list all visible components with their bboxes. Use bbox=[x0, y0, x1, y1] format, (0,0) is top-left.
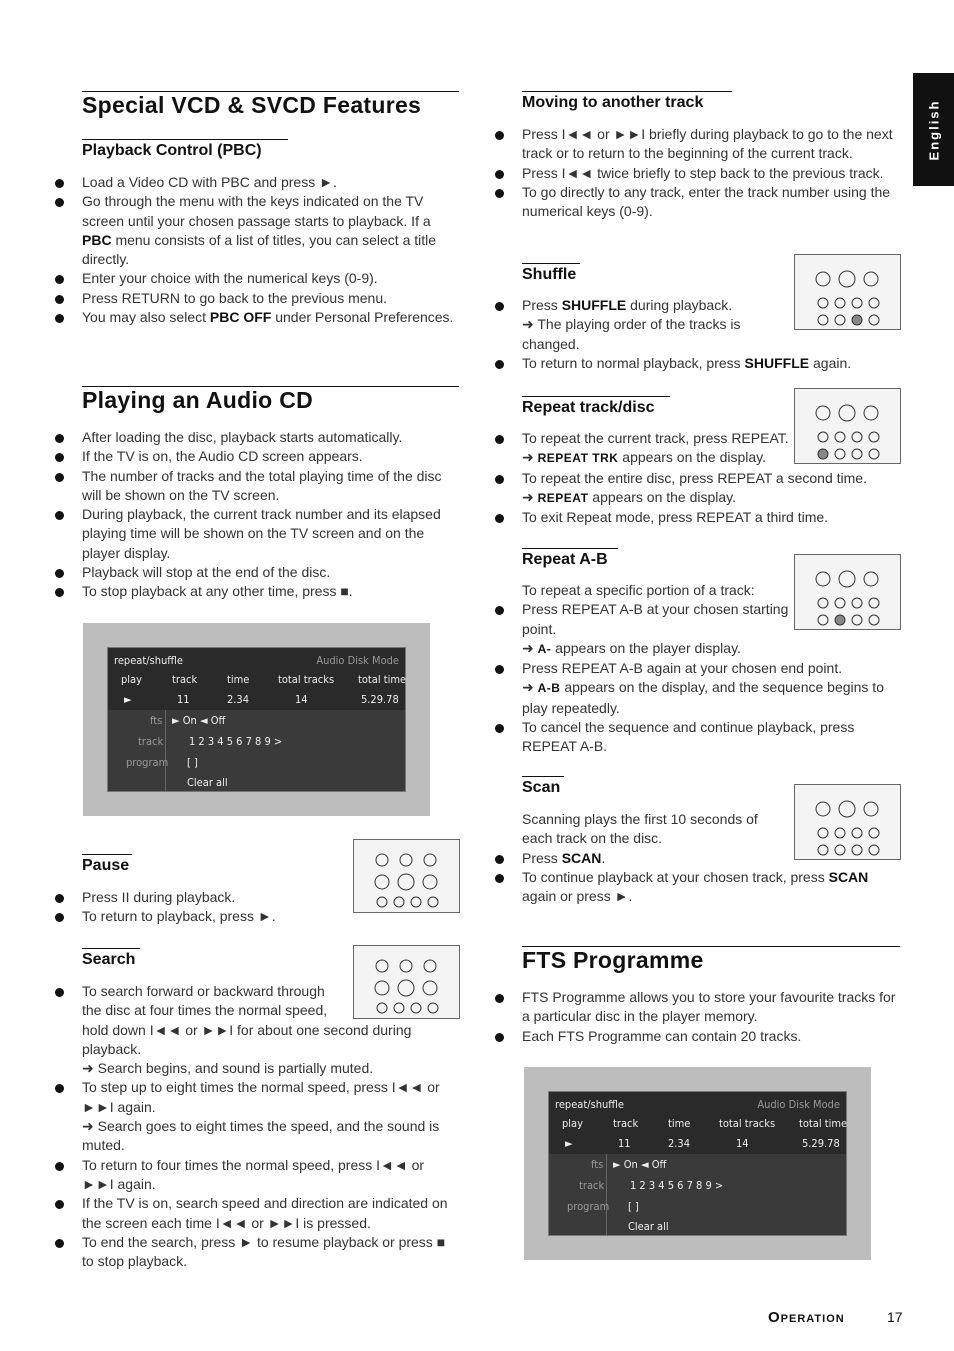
list-item: To search forward or backward through the disc at four times the normal speed, bbox=[82, 982, 337, 1021]
footer-section: Operation bbox=[768, 1309, 845, 1326]
list-item: Press REPEAT A-B again at your chosen end point. bbox=[522, 659, 897, 678]
list-item: To go directly to any track, enter the track number using the numerical keys (0-9). bbox=[522, 183, 897, 222]
list-item: ➜ Search begins, and sound is partially muted. bbox=[82, 1060, 374, 1077]
moving-list bbox=[522, 125, 897, 221]
list-item: To return to normal playback, press SHUFFLE again. bbox=[522, 354, 897, 373]
list-item: To repeat the current track, press REPEAT. bbox=[522, 429, 897, 448]
list-item: Press SCAN. bbox=[522, 849, 897, 868]
list-item: To return to playback, press ►. bbox=[82, 907, 462, 926]
list-item: Press I◄◄ or ►►I briefly during playback to go to the next track or to return to the beginning of the current track. bbox=[522, 125, 897, 164]
screen-title: repeat/shuffle bbox=[114, 654, 183, 667]
scan-list bbox=[522, 810, 897, 906]
language-tab bbox=[913, 73, 954, 186]
list-item: Enter your choice with the numerical keys (0-9). bbox=[82, 269, 462, 288]
list-item: After loading the disc, playback starts automatically. bbox=[82, 428, 462, 447]
repeat-ab-list bbox=[522, 581, 897, 757]
list-item: Go through the menu with the keys indicated on the TV screen until your chosen passage starts to playback. If a PBC menu consists of a list of titles, you can select a title directly. bbox=[82, 192, 462, 269]
pause-list bbox=[82, 888, 462, 927]
list-item: Scanning plays the first 10 seconds of each track on the disc. bbox=[522, 811, 758, 847]
list-item: If the TV is on, the Audio CD screen appears. bbox=[82, 447, 462, 466]
list-item: To end the search, press ► to resume playback or press ■ to stop playback. bbox=[82, 1233, 457, 1272]
list-item: The number of tracks and the total playing time of the disc will be shown on the TV screen. bbox=[82, 467, 462, 506]
list-item: To step up to eight times the normal speed, press I◄◄ or ►►I again. bbox=[82, 1078, 457, 1117]
list-item: To exit Repeat mode, press REPEAT a third time. bbox=[522, 508, 897, 527]
list-item: ➜ A-B appears on the display, and the sequence begins to play repeatedly. bbox=[522, 679, 884, 716]
list-item: Press II during playback. bbox=[82, 888, 462, 907]
list-item: Playback will stop at the end of the disc. bbox=[82, 563, 462, 582]
heading-moving: Moving to another track bbox=[522, 91, 732, 112]
heading-shuffle: Shuffle bbox=[522, 263, 580, 284]
list-item: You may also select PBC OFF under Personal Preferences. bbox=[82, 308, 462, 327]
list-item: FTS Programme allows you to store your favourite tracks for a particular disc in the player memory. bbox=[522, 988, 897, 1027]
heading-audio-cd: Playing an Audio CD bbox=[82, 386, 459, 414]
list-item: ➜ A- appears on the player display. bbox=[522, 639, 741, 656]
list-item: Press REPEAT A-B at your chosen starting point. bbox=[522, 600, 790, 639]
audio-disk-screen: repeat/shuffle Audio Disk Mode play track time total tracks total time ► 11 2.34 14 5.29.78 fts ► On ◄ Off track 1 2 3 4 5 6 7 8 9 > program [ ] Clear all bbox=[524, 1067, 871, 1260]
heading-repeat: Repeat track/disc bbox=[522, 396, 670, 417]
heading-special-vcd: Special VCD & SVCD Features bbox=[82, 91, 459, 119]
list-item: ➜ Search goes to eight times the speed, and the sound is muted. bbox=[82, 1118, 440, 1154]
shuffle-list bbox=[522, 296, 897, 373]
language-tab-label: English bbox=[926, 99, 941, 160]
list-item: Press RETURN to go back to the previous menu. bbox=[82, 289, 462, 308]
heading-fts: FTS Programme bbox=[522, 946, 900, 974]
list-item: ➜ REPEAT TRK appears on the display. bbox=[522, 449, 767, 466]
list-item: To continue playback at your chosen track, press SCAN again or press ►. bbox=[522, 868, 897, 907]
list-item: ➜ REPEAT appears on the display. bbox=[522, 488, 737, 505]
pbc-list bbox=[82, 173, 462, 327]
list-item: ➜ The playing order of the tracks is changed. bbox=[522, 316, 741, 352]
list-item: To repeat a specific portion of a track: bbox=[522, 582, 755, 598]
search-list bbox=[82, 982, 457, 1271]
heading-pause: Pause bbox=[82, 854, 132, 875]
audio-disk-screen: repeat/shuffle Audio Disk Mode play track time total tracks total time ► 11 2.34 14 5.29.78 fts ► On ◄ Off track 1 2 3 4 5 6 7 8 9 > program [ ] Clear all bbox=[83, 623, 430, 816]
list-item: To stop playback at any other time, press ■. bbox=[82, 582, 462, 601]
list-item: Each FTS Programme can contain 20 tracks. bbox=[522, 1027, 897, 1046]
page-number: 17 bbox=[887, 1309, 903, 1325]
heading-scan: Scan bbox=[522, 776, 564, 797]
heading-repeat-ab: Repeat A-B bbox=[522, 548, 618, 569]
list-item: To cancel the sequence and continue playback, press REPEAT A-B. bbox=[522, 718, 897, 757]
list-item: If the TV is on, search speed and direction are indicated on the screen each time I◄◄ or ►►I is pressed. bbox=[82, 1194, 457, 1233]
heading-pbc: Playback Control (PBC) bbox=[82, 139, 288, 160]
screen-mode: Audio Disk Mode bbox=[316, 654, 399, 667]
list-item: During playback, the current track number and its elapsed playing time will be shown on the TV screen and on the player display. bbox=[82, 505, 462, 563]
list-item: To return to four times the normal speed, press I◄◄ or ►►I again. bbox=[82, 1156, 457, 1195]
list-item: Load a Video CD with PBC and press ►. bbox=[82, 173, 462, 192]
list-item: To repeat the entire disc, press REPEAT a second time. bbox=[522, 469, 897, 488]
list-item: hold down I◄◄ or ►►I for about one second during playback. bbox=[82, 1021, 412, 1057]
heading-search: Search bbox=[82, 948, 140, 969]
list-item: Press I◄◄ twice briefly to step back to the previous track. bbox=[522, 164, 897, 183]
audio-list bbox=[82, 428, 462, 602]
fts-list bbox=[522, 988, 897, 1046]
repeat-list bbox=[522, 429, 897, 527]
list-item: Press SHUFFLE during playback. bbox=[522, 296, 897, 315]
